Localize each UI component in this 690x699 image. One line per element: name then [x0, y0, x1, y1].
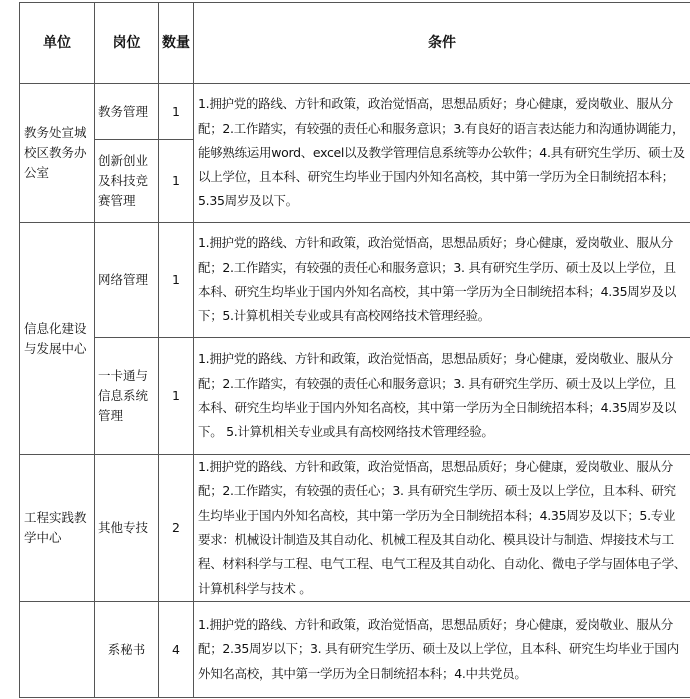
position-cell: 系秘书 — [95, 602, 159, 698]
header-condition: 条件 — [194, 3, 690, 84]
position-cell: 一卡通与信息系统管理 — [95, 338, 159, 455]
count-cell: 1 — [159, 338, 194, 455]
position-cell: 创新创业及科技竞赛管理 — [95, 140, 159, 223]
table-row — [20, 455, 690, 602]
position-cell: 网络管理 — [95, 223, 159, 338]
header-position: 岗位 — [95, 3, 159, 84]
condition-cell: 1.拥护党的路线、方针和政策，政治觉悟高，思想品质好；身心健康，爱岗敬业、服从分配；2.工作踏实，有较强的责任心和服务意识；3. 具有研究生学历、硕士及以上学位，且本科、研究生均毕业于国内外知名高校，其中第一学历为全日制统招本科；4.35周岁及以下；5.计算机相关专业或具有高校网络技术管理经验。 — [194, 223, 690, 338]
count-cell: 1 — [159, 223, 194, 338]
condition-cell: 1.拥护党的路线、方针和政策，政治觉悟高，思想品质好；身心健康，爱岗敬业、服从分配；2.工作踏实，有较强的责任心和服务意识；3.有良好的语言表达能力和沟通协调能力，能够熟练运用word、excel以及教学管理信息系统等办公软件；4.具有研究生学历、硕士及以上学位，且本科、研究生均毕业于国内外知名高校，其中第一学历为全日制统招本科；5.35周岁及以下。 — [194, 84, 690, 223]
unit-cell: 信息化建设与发展中心 — [20, 223, 95, 455]
table-row — [20, 338, 690, 455]
header-row — [20, 3, 690, 84]
table-row — [20, 602, 690, 698]
unit-cell — [20, 602, 95, 698]
count-cell: 4 — [159, 602, 194, 698]
count-cell: 1 — [159, 140, 194, 223]
header-unit: 单位 — [20, 3, 95, 84]
unit-cell: 教务处宣城校区教务办公室 — [20, 84, 95, 223]
unit-cell: 工程实践教学中心 — [20, 455, 95, 602]
condition-cell: 1.拥护党的路线、方针和政策，政治觉悟高，思想品质好；身心健康，爱岗敬业、服从分配；2.35周岁以下；3. 具有研究生学历、硕士及以上学位，且本科、研究生均毕业于国内外知名高校，其中第一学历为全日制统招本科；4.中共党员。 — [194, 602, 690, 698]
position-cell: 其他专技 — [95, 455, 159, 602]
table-row — [20, 223, 690, 338]
header-count: 数量 — [159, 3, 194, 84]
count-cell: 2 — [159, 455, 194, 602]
table-row — [20, 84, 690, 140]
position-cell: 教务管理 — [95, 84, 159, 140]
condition-cell: 1.拥护党的路线、方针和政策，政治觉悟高，思想品质好；身心健康，爱岗敬业、服从分配；2.工作踏实，有较强的责任心；3. 具有研究生学历、硕士及以上学位，且本科、研究生均毕业于国内外知名高校，其中第一学历为全日制统招本科；4.35周岁及以下；5.专业要求：机械设计制造及其自动化、机械工程及其自动化、模具设计与制造、焊接技术与工程、材料科学与工程、电气工程、电气工程及其自动化、自动化、微电子学与固体电子学、计算机科学与技术 。 — [194, 455, 690, 602]
condition-cell: 1.拥护党的路线、方针和政策，政治觉悟高，思想品质好；身心健康，爱岗敬业、服从分配；2.工作踏实，有较强的责任心和服务意识；3. 具有研究生学历、硕士及以上学位，且本科、研究生均毕业于国内外知名高校，其中第一学历为全日制统招本科；4.35周岁及以下。 5.计算机相关专业或具有高校网络技术管理经验。 — [194, 338, 690, 455]
count-cell: 1 — [159, 84, 194, 140]
recruitment-table — [19, 2, 690, 698]
